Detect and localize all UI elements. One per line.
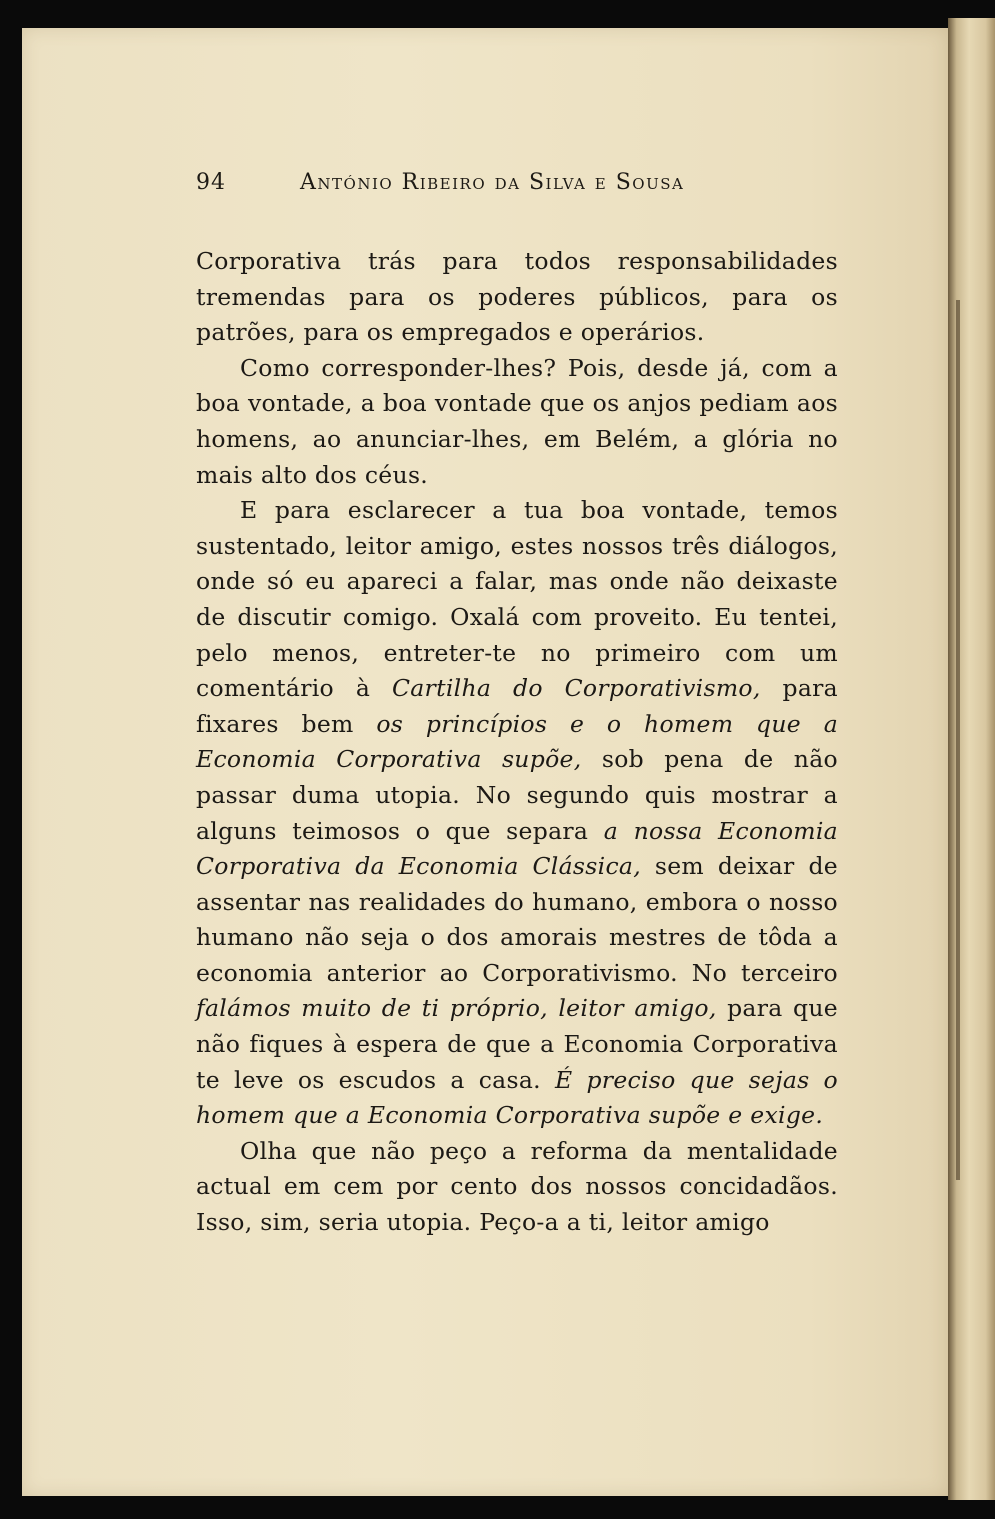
paragraph-text: para que não fiques à espera de que a Economia Corporativa te leve os escudos a casa. [196,994,838,1094]
paragraph-3 [196,493,838,1134]
italic-title: Cartilha do Corporativismo, [391,674,761,703]
italic-phrase: os princípios e o homem que a Economia Corporativa supõe, [196,709,839,774]
paragraph-text: Como corresponder-lhes? Pois, desde já, com a boa vontade, a boa vontade que os anjos pediam aos homens, ao anunciar-lhes, em Belém, a glória no mais alto dos céus. [196,353,838,489]
italic-phrase: É preciso que sejas o homem que a Economia Corporativa supõe e exige. [196,1065,838,1130]
paragraph-text: sem deixar de assentar nas realidades do humano, embora o nosso humano não seja o dos amorais mestres de tôda a economia anterior ao Corporativismo. No terceiro [196,852,838,987]
page-edge-shadow [956,300,960,1180]
paragraph-text: Olha que não peço a reforma da mentalidade actual em cem por cento dos nossos concidadãos. Isso, sim, seria utopia. Peço-a a ti, leitor amigo [196,1136,838,1237]
paragraph-text: Corporativa trás para todos responsabilidades tremendas para os poderes públicos, para os patrões, para os empregados e operários. [196,247,838,347]
italic-phrase: a nossa Economia Corporativa da Economia Clássica, [196,816,838,881]
paragraph-1 [196,244,838,351]
paragraph-4 [196,1134,838,1241]
paragraph-text: E para esclarecer a tua boa vontade, temos sustentado, leitor amigo, estes nossos três diálogos, onde só eu apareci a falar, mas onde não deixaste de discutir comigo. Oxalá com proveito. Eu tentei, pelo menos, entreter-te no primeiro com um comentário à [196,496,838,703]
paragraph-text: para fixares bem [196,674,838,738]
running-title: António Ribeiro da Silva e Sousa [300,170,685,195]
paragraph-text: sob pena de não passar duma utopia. No segundo quis mostrar a alguns teimosos o que separa [196,745,838,845]
body-text [196,244,838,1241]
page-number: 94 [196,170,226,195]
paragraph-2 [196,351,838,493]
italic-phrase: falámos muito de ti próprio, leitor amigo, [196,994,717,1023]
